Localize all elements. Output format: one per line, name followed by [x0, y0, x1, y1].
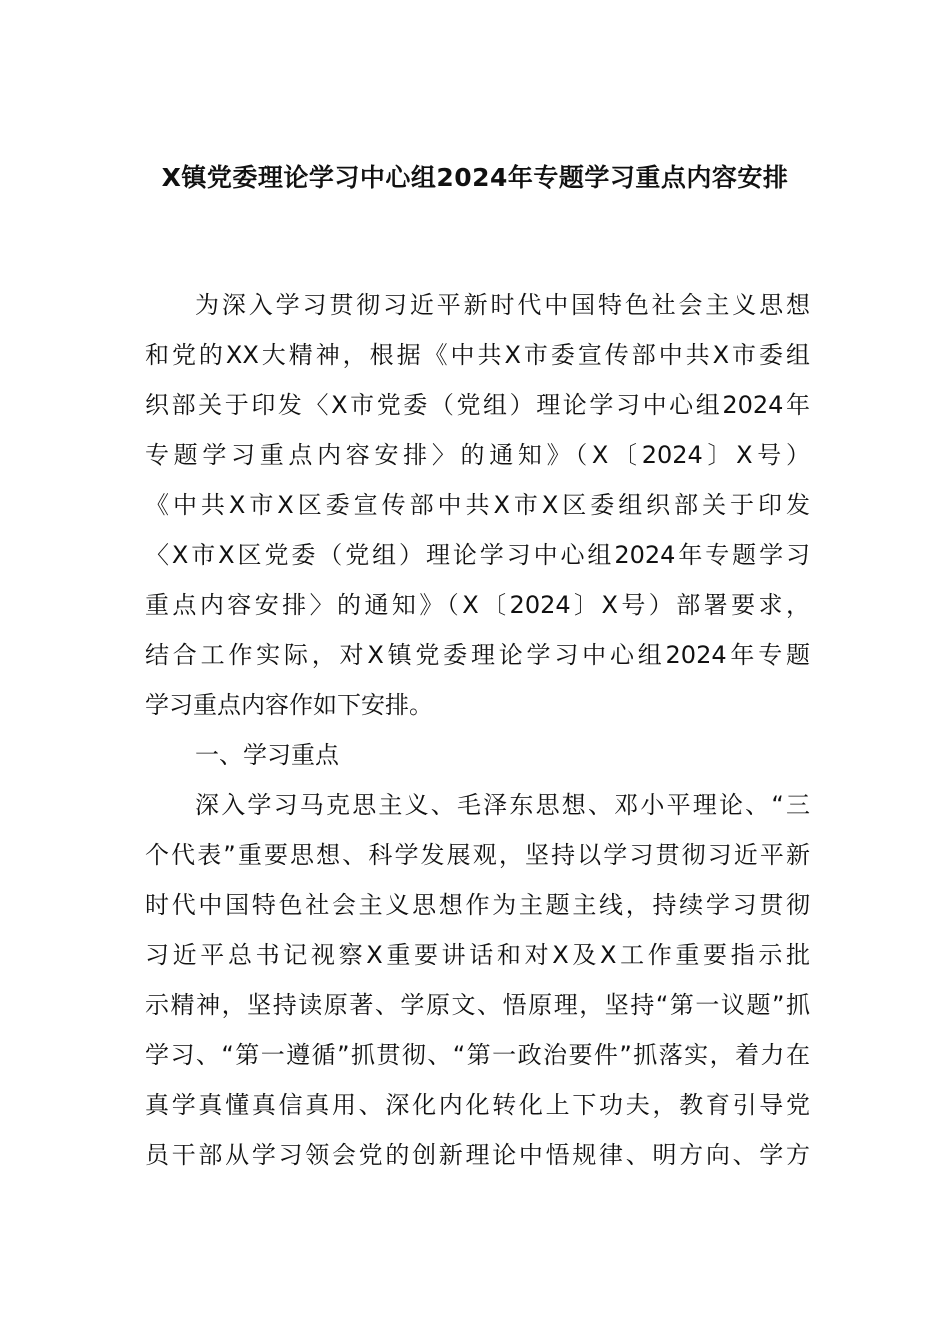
paragraph-line: 结合工作实际，对X镇党委理论学习中心组2024年专题: [145, 641, 810, 669]
paragraph-line: 专题学习重点内容安排〉的通知》（X〔2024〕X号）: [145, 441, 810, 469]
paragraph-line: 和党的XX大精神，根据《中共X市委宣传部中共X市委组: [145, 341, 810, 369]
paragraph-line: 学习、“第一遵循”抓贯彻、“第一政治要件”抓落实，着力在: [145, 1041, 810, 1069]
paragraph-line: 深入学习马克思主义、毛泽东思想、邓小平理论、“三: [195, 791, 810, 819]
paragraph-line: 重点内容安排〉的通知》（X〔2024〕X号）部署要求，: [145, 591, 810, 619]
paragraph-line: 员干部从学习领会党的创新理论中悟规律、明方向、学方: [145, 1141, 810, 1169]
paragraph-line: 织部关于印发〈X市党委（党组）理论学习中心组2024年: [145, 391, 810, 419]
paragraph-line: 时代中国特色社会主义思想作为主题主线，持续学习贯彻: [145, 891, 810, 919]
paragraph-line: 真学真懂真信真用、深化内化转化上下功夫，教育引导党: [145, 1091, 810, 1119]
paragraph-line: 示精神，坚持读原著、学原文、悟原理，坚持“第一议题”抓: [145, 991, 810, 1019]
paragraph-line: 学习重点内容作如下安排。: [145, 691, 433, 719]
document-body: [145, 280, 810, 1180]
section-heading: 一、学习重点: [195, 741, 339, 769]
paragraph-line: 个代表”重要思想、科学发展观，坚持以学习贯彻习近平新: [145, 841, 810, 869]
paragraph-line: 习近平总书记视察X重要讲话和对X及X工作重要指示批: [145, 941, 810, 969]
paragraph-line: 〈X市X区党委（党组）理论学习中心组2024年专题学习: [145, 541, 810, 569]
paragraph-line: 为深入学习贯彻习近平新时代中国特色社会主义思想: [195, 291, 810, 319]
paragraph-line: 《中共X市X区委宣传部中共X市X区委组织部关于印发: [145, 491, 810, 519]
document-title: X镇党委理论学习中心组2024年专题学习重点内容安排: [161, 163, 789, 192]
